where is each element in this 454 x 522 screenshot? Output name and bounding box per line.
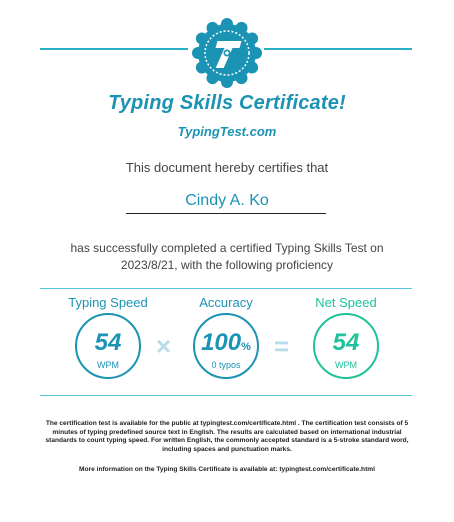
completion-statement: has successfully completed a certified Typing Skills Test on 2023/8/21, with the following proficiency (70, 241, 384, 272)
typing-speed-value: 54 (94, 329, 122, 356)
typingtest-logo-icon (190, 16, 264, 90)
typing-speed-label: Typing Speed (68, 295, 148, 310)
stats-top-rule (40, 288, 412, 289)
accuracy-label: Accuracy (199, 295, 253, 310)
typing-speed-ring (75, 313, 141, 379)
site-name: TypingTest.com (177, 124, 277, 139)
net-speed-ring (313, 313, 379, 379)
certificate-title: Typing Skills Certificate! (108, 92, 346, 114)
certifies-text: This document hereby certifies that (125, 160, 329, 175)
net-speed-label: Net Speed (315, 295, 377, 310)
accuracy-percent: % (241, 341, 251, 353)
name-underline (126, 213, 326, 214)
header-divider-right (264, 48, 412, 50)
stats-bottom-rule (40, 395, 412, 396)
certification-disclaimer: The certification test is available for the public at typingtest.com/certificate.html . The certification test consists of 5 minutes of typing predefined source text in English. The results are calculated based on international industrial standards to count typing speed. For written English, the commonly accepted standard is a 5-stroke standard word, including spaces and punctuation marks. (45, 420, 409, 453)
more-info-text: More information on the Typing Skills Certificate is available at: typingtest.com/certificate.html (79, 466, 375, 473)
header-divider-left (40, 48, 188, 50)
accuracy-ring (193, 313, 259, 379)
times-operator: × (156, 331, 172, 361)
net-speed-value: 54 (332, 329, 360, 356)
equals-operator: = (274, 331, 290, 361)
accuracy-value-wrap (195, 331, 257, 359)
net-speed-unit: WPM (335, 360, 357, 370)
recipient-name: Cindy A. Ko (185, 192, 269, 209)
typing-speed-unit: WPM (97, 360, 119, 370)
accuracy-typos: 0 typos (211, 360, 241, 370)
accuracy-value: 100 (201, 329, 242, 356)
